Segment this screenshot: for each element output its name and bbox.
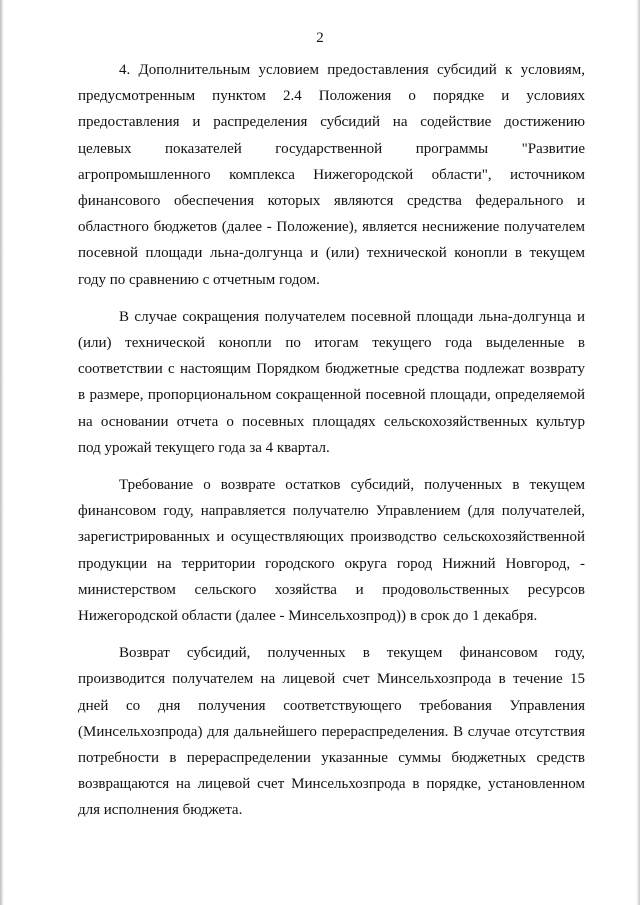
text-line: (или) технической конопли по итогам текущего года выделенные в <box>78 335 585 352</box>
text-line: потребности в перераспределении указанные суммы бюджетных средств <box>78 750 585 767</box>
text-line: Нижегородской области (далее - Минсельхозпрод)) в срок до 1 декабря. <box>78 608 538 625</box>
text-line: соответствии с настоящим Порядком бюджетные средства подлежат возврату <box>78 361 585 378</box>
text-line: целевых показателей государственной программы "Развитие <box>78 140 585 157</box>
text-line: производится получателем на лицевой счет Минсельхозпрода в течение 15 <box>78 671 585 688</box>
text-line: финансового обеспечения которых являются средства федерального и <box>78 193 585 210</box>
document-body <box>78 57 585 824</box>
text-line: предусмотренным пунктом 2.4 Положения о порядке и условиях <box>78 88 585 105</box>
text-line: (Минсельхозпрода) для дальнейшего перераспределения. В случае отсутствия <box>78 723 585 740</box>
text-line: для исполнения бюджета. <box>78 802 243 819</box>
text-line: дней со дня получения соответствующего требования Управления <box>78 697 585 714</box>
text-line: предоставления и распределения субсидий на содействие достижению <box>78 114 585 131</box>
text-line: возвращаются на лицевой счет Минсельхозпрода в порядке, установленном <box>78 776 585 793</box>
text-line: зарегистрированных и осуществляющих производство сельскохозяйственной <box>78 529 585 546</box>
text-line: министерством сельского хозяйства и продовольственных ресурсов <box>78 581 585 598</box>
text-line: областного бюджетов (далее - Положение), является неснижение получателем <box>78 219 585 236</box>
text-line: финансовом году, направляется получателю Управлением (для получателей, <box>78 503 585 520</box>
text-line: 4. Дополнительным условием предоставления субсидий к условиям, <box>119 62 585 78</box>
paragraph-2 <box>78 304 585 461</box>
text-line: на основании отчета о посевных площадях сельскохозяйственных культур <box>78 413 585 430</box>
scan-edge-right <box>636 0 640 905</box>
text-line: под урожай текущего года за 4 квартал. <box>78 439 330 456</box>
text-line: В случае сокращения получателем посевной площади льна-долгунца и <box>119 308 585 325</box>
paragraph-3 <box>78 472 585 629</box>
text-line: Возврат субсидий, полученных в текущем финансовом году, <box>119 645 585 662</box>
text-line: Требование о возврате остатков субсидий, полученных в текущем <box>119 477 585 494</box>
paragraph-1 <box>78 57 585 293</box>
text-line: году по сравнению с отчетным годом. <box>78 271 320 288</box>
paragraph-4 <box>78 640 585 823</box>
text-line: продукции на территории городского округа город Нижний Новгород, - <box>78 555 585 572</box>
text-line: посевной площади льна-долгунца и (или) технической конопли в текущем <box>78 245 585 262</box>
text-line: агропромышленного комплекса Нижегородской области", источником <box>78 166 585 183</box>
page-number: 2 <box>316 30 324 46</box>
scan-edge-left <box>0 0 4 905</box>
text-line: в размере, пропорциональном сокращенной посевной площади, определяемой <box>78 387 585 404</box>
